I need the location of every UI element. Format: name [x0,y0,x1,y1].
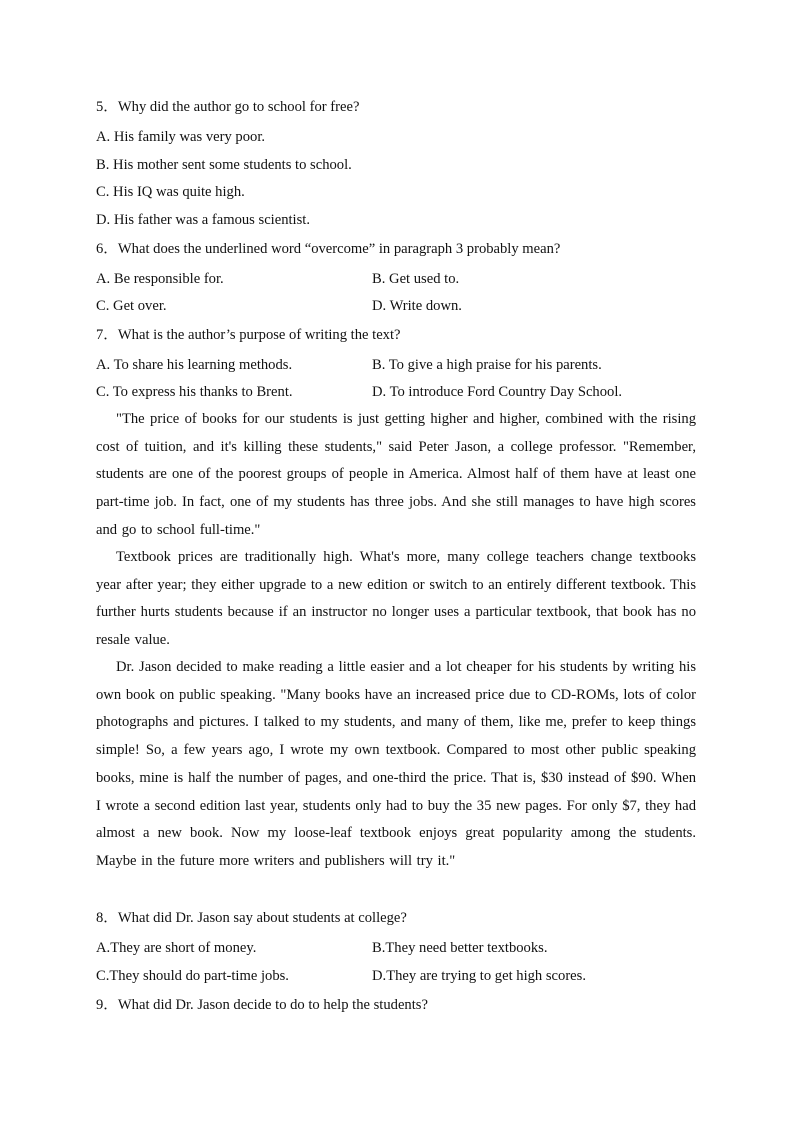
question-7-option-a: A. To share his learning methods. [96,357,293,373]
question-8-option-a: A.They are short of money. [96,940,257,956]
question-6-option-a: A. Be responsible for. [96,271,224,287]
question-9-stem: 9．What did Dr. Jason decide to do to help the students? [96,997,428,1013]
question-6-stem: 6．What does the underlined word “overcome” in paragraph 3 probably mean? [96,241,561,257]
question-5-option-c: C. His IQ was quite high. [96,184,245,200]
question-7-option-d: D. To introduce Ford Country Day School. [372,384,623,400]
passage-paragraph-2: Textbook prices are traditionally high. What's more, many college teachers change textbooks year after year; they either upgrade to a new edition or switch to an entirely different textbook. This further hurts students because if an instructor no longer uses a particular textbook, that book has no resale value. [96,549,696,649]
question-8-option-d: D.They are trying to get high scores. [372,968,586,984]
question-5-option-b: B. His mother sent some students to school. [96,157,352,173]
question-7-option-b: B. To give a high praise for his parents. [372,357,602,373]
passage-paragraph-1: "The price of books for our students is just getting higher and higher, combined with the rising cost of tuition, and it's killing these students," said Peter Jason, a college professor. "Remember, students are one of the poorest groups of people in America. Almost half of them have at least one part-time job. In fact, one of my students has three jobs. And she still manages to have high scores and go to school full-time." [96,411,696,538]
question-5-option-d: D. His father was a famous scientist. [96,212,310,228]
question-6-option-d: D. Write down. [372,298,462,314]
passage-paragraph-3: Dr. Jason decided to make reading a little easier and a lot cheaper for his students by writing his own book on public speaking. "Many books have an increased price due to CD-ROMs, lots of color photographs and pictures. I talked to my students, and many of them, like me, prefer to keep things simple! So, a few years ago, I wrote my own textbook. Compared to most other public speaking books, mine is half the number of pages, and one-third the price. That is, $30 instead of $90. When I wrote a second edition last year, students only had to buy the 35 new pages. For only $7, they had almost a new book. Now my loose-leaf textbook enjoys great popularity among the students. Maybe in the future more writers and publishers will try it." [96,659,696,869]
question-8-stem: 8．What did Dr. Jason say about students at college? [96,910,407,926]
question-7-stem: 7．What is the author’s purpose of writing the text? [96,327,401,343]
question-6-option-b: B. Get used to. [372,271,460,287]
question-8-option-c: C.They should do part-time jobs. [96,968,289,984]
question-7-option-c: C. To express his thanks to Brent. [96,384,293,400]
question-5-option-a: A. His family was very poor. [96,129,266,145]
question-5-stem: 5．Why did the author go to school for free? [96,99,360,115]
question-6-option-c: C. Get over. [96,298,167,314]
question-8-option-b: B.They need better textbooks. [372,940,548,956]
